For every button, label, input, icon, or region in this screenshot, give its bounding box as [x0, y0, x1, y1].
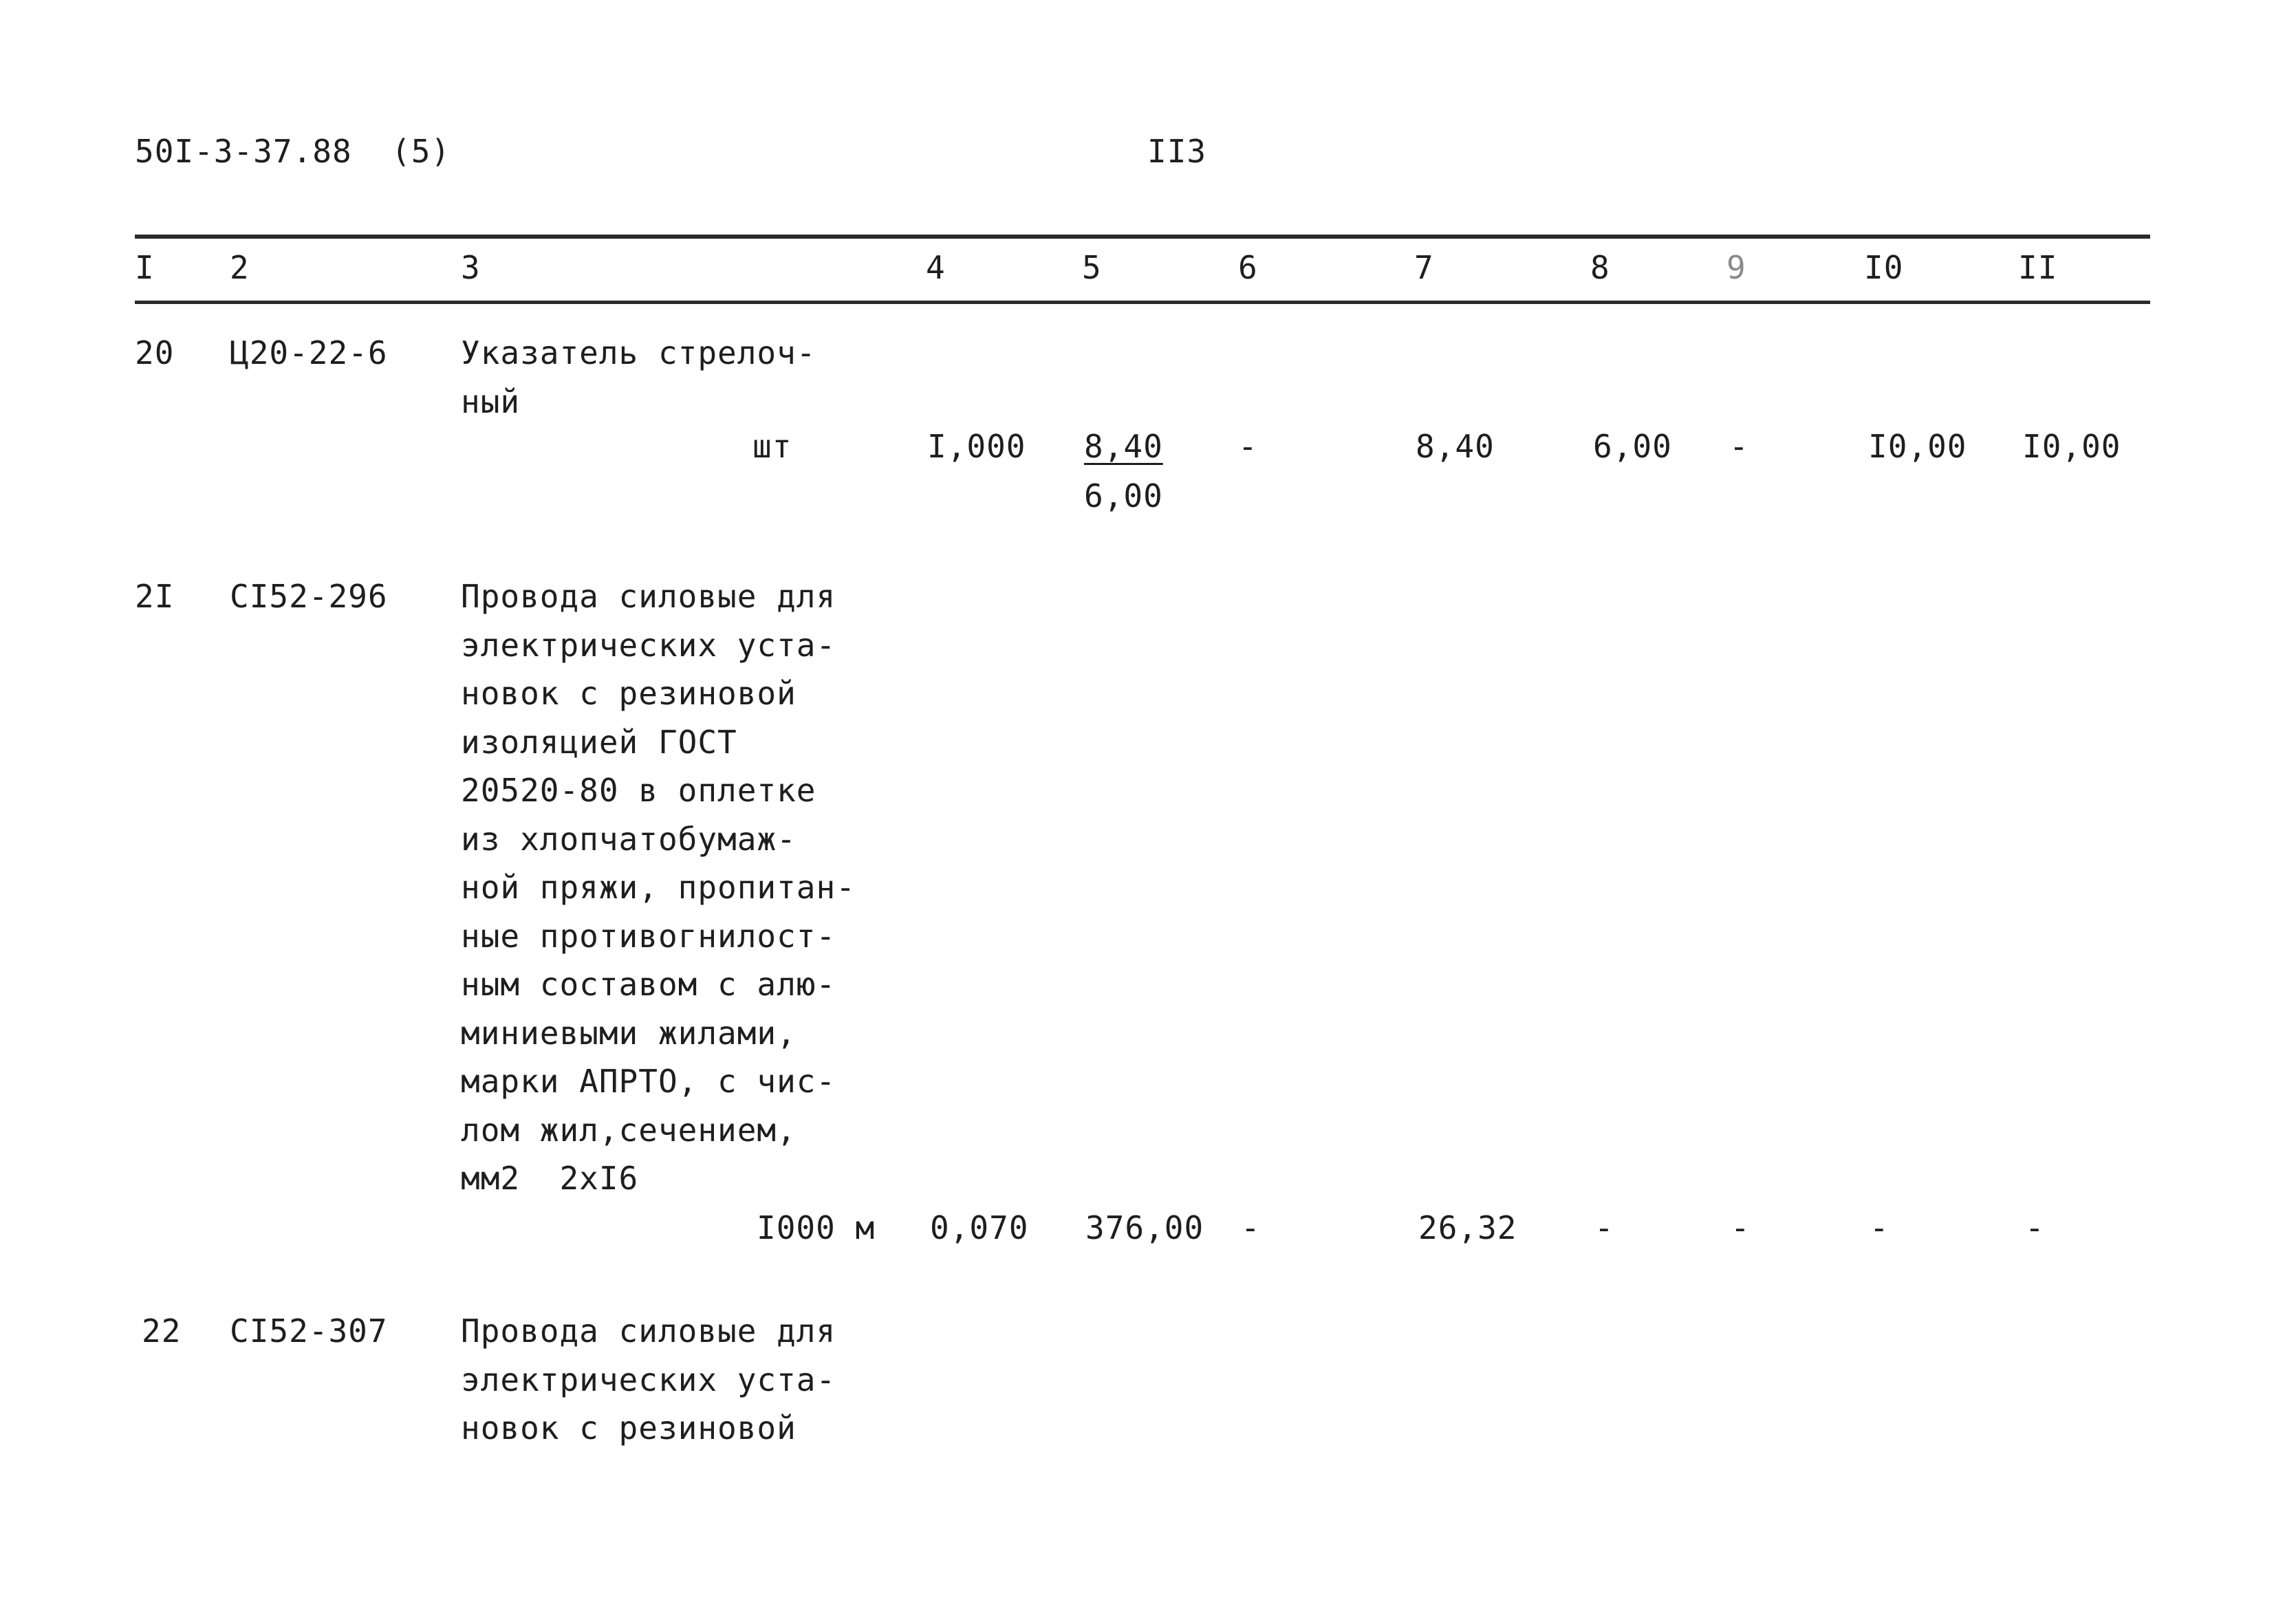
page-number: II3: [1147, 133, 1207, 170]
row-description: [461, 329, 816, 426]
column-header-5: 5: [1082, 249, 1102, 286]
row-unit: шт: [752, 428, 792, 465]
column-header-11: II: [2018, 249, 2058, 286]
row-code: CI52-296: [230, 578, 388, 615]
column-header-3: 3: [461, 249, 481, 286]
description-line: ной пряжи, пропитан-: [461, 869, 856, 906]
column-header-2: 2: [230, 249, 250, 286]
description-line: Провода силовые для: [461, 1312, 836, 1350]
row-code: CI52-307: [230, 1312, 388, 1350]
row-col9: -: [1729, 428, 1749, 465]
column-header-9: 9: [1726, 249, 1746, 286]
row-col8: -: [1594, 1209, 1614, 1246]
row-number: 20: [135, 334, 175, 371]
description-line: 20520-80 в оплетке: [461, 772, 816, 809]
row-col6: -: [1238, 428, 1258, 465]
row-col5-top: 8,40: [1084, 428, 1163, 465]
column-header-7: 7: [1414, 249, 1434, 286]
description-line: электрических уста-: [461, 1361, 836, 1398]
description-line: марки АПРТО, с чис-: [461, 1063, 836, 1100]
row-unit: I000 м: [757, 1209, 876, 1246]
column-header-10: I0: [1864, 249, 1904, 286]
description-line: Провода силовые для: [461, 578, 836, 615]
document-code: 50I-3-37.88 (5): [135, 133, 451, 170]
description-line: электрических уста-: [461, 626, 836, 664]
row-col11: I0,00: [2022, 428, 2121, 465]
row-col9: -: [1731, 1209, 1751, 1246]
row-col11: -: [2025, 1209, 2045, 1246]
row-col10: I0,00: [1868, 428, 1967, 465]
row-col8: 6,00: [1593, 428, 1672, 465]
row-quantity: I,000: [927, 428, 1026, 465]
table-top-rule: [135, 235, 2150, 239]
description-line: мм2 2xI6: [461, 1160, 639, 1197]
description-line: ный: [461, 382, 521, 420]
description-line: новок с резиновой: [461, 1409, 797, 1447]
column-header-1: I: [135, 249, 155, 286]
description-line: Указатель стрелоч-: [461, 334, 816, 371]
description-line: миниевыми жилами,: [461, 1014, 797, 1052]
row-col6: -: [1241, 1209, 1261, 1246]
description-line: ные противогнилост-: [461, 917, 836, 955]
row-code: Ц20-22-6: [230, 334, 388, 371]
row-description: [461, 572, 856, 1203]
row-col5-bottom: 6,00: [1084, 477, 1163, 515]
description-line: из хлопчатобумаж-: [461, 820, 797, 858]
description-line: изоляцией ГОСТ: [461, 723, 737, 761]
column-header-6: 6: [1238, 249, 1258, 286]
column-header-8: 8: [1590, 249, 1610, 286]
table-header-bottom-rule: [135, 301, 2150, 304]
description-line: лом жил,сечением,: [461, 1111, 797, 1149]
description-line: ным составом с алю-: [461, 966, 836, 1003]
row-number: 22: [142, 1312, 182, 1350]
column-header-4: 4: [926, 249, 946, 286]
row-col7: 8,40: [1416, 428, 1495, 465]
description-line: новок с резиновой: [461, 675, 797, 712]
row-col10: -: [1870, 1209, 1889, 1246]
row-number: 2I: [135, 578, 175, 615]
row-col7: 26,32: [1418, 1209, 1517, 1246]
row-col5: 376,00: [1085, 1209, 1204, 1246]
row-description: [461, 1307, 836, 1453]
row-quantity: 0,070: [930, 1209, 1029, 1246]
